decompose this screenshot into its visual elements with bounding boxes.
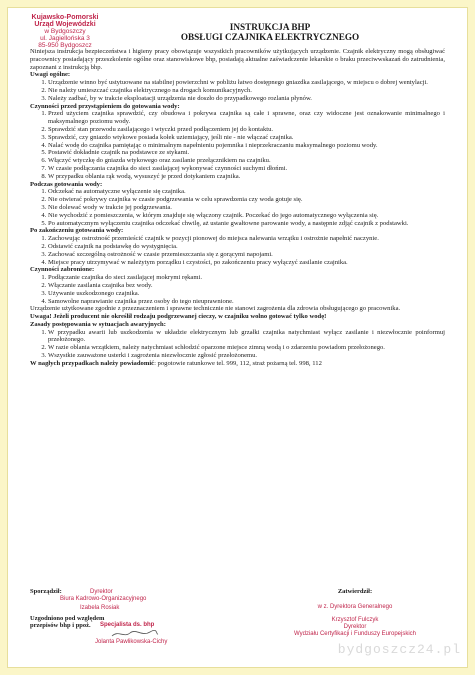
list-item: 1. Podłączanie czajnika do sieci zasilającej mokrymi rękami. — [48, 274, 445, 282]
list-item: 2. Odstawić czajnik na podstawkę do wystygnięcia. — [48, 243, 445, 251]
emergency-list — [30, 329, 445, 360]
left-stamp-line: Biura Kadrowo-Organizacyjnego — [60, 595, 147, 602]
list-item: 4. Nalać wodę do czajnika pamiętając o minimalnym napełnieniu pojemnika i nieprzekraczaniu maksymalnego poziomu wody. — [48, 142, 445, 150]
document-body — [30, 48, 445, 368]
list-item: 3. Zachować szczególną ostrożność w czasie przemieszczania się z gorącymi napojami. — [48, 251, 445, 259]
list-item: 1. Urządzenie winno być ustytuowane na stabilnej powierzchni w pobliżu łatwo dostępnego gniazdka zasilającego, w miejscu o dobrej wentylacji. — [48, 79, 445, 87]
list-item: 2. Nie otwierać pokrywy czajnika w czasie podgrzewania w celu sprawdzenia czy woda gotuje się. — [48, 196, 445, 204]
right-stamp-line: Dyrektor — [343, 623, 367, 630]
stamp-line: Kujawsko-Pomorski — [31, 14, 99, 21]
list-item: 3. Wszystkie zauważone usterki i zagrożenia niezwłocznie zgłosić przełożonemu. — [48, 352, 445, 360]
stamp-line: 85-950 Bydgoszcz — [38, 42, 92, 49]
list-item: 1. Zachowując ostrożność przemieścić czajnik w pozycji pionowej do miejsca nalewania wrzątku i ostrożnie napełnić naczynie. — [48, 235, 445, 243]
stamp-line: w Bydgoszczy — [44, 28, 86, 35]
section-heading: Zasady postępowania w sytuacjach awaryjnych: — [30, 320, 166, 328]
bhp-name: Jolanta Pawlikowska-Cichy — [95, 638, 168, 645]
list-item: 1. W przypadku awarii lub uszkodzenia w układzie elektrycznym lub grzałki czajnika natychmiast wyłącz zasilanie i niezwłocznie poinformuj przełożonego. — [48, 329, 445, 345]
left-signature-name: Izabela Rosiak — [80, 604, 120, 611]
section-heading: Czynności zabronione: — [30, 266, 95, 274]
section-heading: Po zakończeniu gotowania wody: — [30, 227, 124, 235]
list-item: 2. Włączanie zasilania czajnika bez wody. — [48, 282, 445, 290]
document-title — [95, 22, 445, 42]
handwritten-signature — [110, 629, 160, 639]
after-list — [30, 235, 445, 266]
list-item: 4. Samowolne naprawianie czajnika przez osoby do tego nieuprawnione. — [48, 298, 445, 306]
list-item: 4. Miejsce pracy utrzymywać w należytym porządku i czystości, po zakończeniu pracy wyłączyć zasilanie czajnika. — [48, 259, 445, 267]
right-stamp-line: Wydziału Certyfikacji i Funduszy Europejskich — [294, 630, 416, 637]
agreed-label-2: przepisów bhp i ppoż. — [30, 622, 91, 629]
general-list — [30, 79, 445, 102]
title-line-2: OBSŁUGI CZAJNIKA ELEKTRYCZNEGO — [180, 32, 360, 42]
title-line-1: INSTRUKCJA BHP — [229, 22, 311, 32]
list-item: 2. Nie należy umieszczać czajnika elektrycznego na drogach komunikacyjnych. — [48, 87, 445, 95]
list-item: 2. W razie oblania wrzątkiem, należy natychmiast schłodzić oparzone miejsce zimną wodą i o zdarzeniu powiadom przełożonego. — [48, 344, 445, 352]
section-heading: Uwagi ogólne: — [30, 71, 71, 79]
list-item: 6. Włączyć wtyczkę do gniazda wtykowego oraz zasilanie przełącznikiem na czajniku. — [48, 157, 445, 165]
list-item: 1. Odczekać na automatyczne wyłączenie się czajnika. — [48, 188, 445, 196]
list-item: 4. Nie wychodzić z pomieszczenia, w którym znajduje się włączony czajnik. Poczekać do jego automatycznego wyłączenia się. — [48, 212, 445, 220]
urgent-label: W nagłych przypadkach należy powiadomić — [30, 359, 155, 367]
list-item: 1. Przed użyciem czajnika sprawdzić, czy obudowa i pokrywa czajnika są całe i sprawne, oraz czy widoczne jest oznakowanie minimalnego i maksymalnego poziomu wody. — [48, 110, 445, 126]
warning-text: Jeżeli producent nie określił rodzaju podgrzewanej cieczy, w czajniku wolno gotować tylko wodę! — [51, 313, 327, 321]
list-item: 3. Należy zadbać, by w trakcie eksploatacji urządzenia nie doszło do przypadkowego rozlania płynów. — [48, 95, 445, 103]
signature-block-left — [30, 588, 230, 668]
left-stamp-line: Dyrektor — [90, 588, 113, 595]
list-item: 3. Nie dolewać wody w trakcie jej podgrzewania. — [48, 204, 445, 212]
during-list — [30, 188, 445, 227]
stamp-line: ul. Jagiellońska 3 — [40, 35, 90, 42]
section-heading: Czynności przed przystąpieniem do gotowania wody: — [30, 102, 180, 110]
list-item: 7. W czasie podłączania czajnika do sieci zasilającej wykonywać czynności suchymi dłońmi. — [48, 165, 445, 173]
intro-paragraph: Niniejsza instrukcja bezpieczeństwa i higieny pracy obowiązuje wszystkich pracowników użytkujących urządzenie. Czajnik elektryczny mogą obsługiwać pracownicy posiadający przeszkolenie ogólne oraz stanowiskowe bhp, posiadają aktualne zaświadczenie lekarskie o braku przeciwwskazań do zatrudnienia, zapoznani z instrukcją bhp. — [30, 48, 445, 71]
section-heading: Podczas gotowania wody: — [30, 180, 103, 188]
prepared-label: Sporządził: — [30, 588, 62, 595]
list-item: 5. Postawić dokładnie czajnik na podstawce ze stykami. — [48, 149, 445, 157]
list-item: 3. Używanie uszkodzonego czajnika. — [48, 290, 445, 298]
bhp-title: Specjalista ds. bhp — [100, 621, 155, 628]
urgent-text: : pogotowie ratunkowe tel. 999, 112, straż pożarną tel. 998, 112 — [154, 359, 322, 367]
stamp-line: Urząd Wojewódzki — [34, 21, 96, 28]
list-item: 2. Sprawdzić stan przewodu zasilającego i wtyczki przed podłączeniem jej do kontaktu. — [48, 126, 445, 134]
right-stamp-line: w z. Dyrektora Generalnego — [317, 603, 393, 610]
list-item: 8. W przypadku oblania rąk wodą, wysuszyć je przed dotykaniem czajnika. — [48, 173, 445, 181]
before-list — [30, 110, 445, 180]
forbidden-list — [30, 274, 445, 305]
approved-label: Zatwierdził: — [337, 588, 373, 595]
list-item: 5. Po automatycznym wyłączeniu czajnika odczekać chwilę, aż ustanie gwałtowne parowanie wody, a następnie zdjąć czajnik z podstawki. — [48, 220, 445, 228]
site-watermark: bydgoszcz24.pl — [337, 642, 461, 657]
warning-note — [30, 313, 445, 321]
emergency-contacts — [30, 360, 445, 368]
safety-note: Urządzenie użytkowane zgodnie z przeznaczeniem i sprawne technicznie nie stanowi zagrożenia dla zdrowia obsługującego go pracownika. — [30, 305, 401, 313]
warning-label: Uwaga! — [30, 313, 52, 321]
agreed-label: Uzgodniono pod względem — [30, 614, 105, 622]
right-stamp-line: Krzysztof Fulczyk — [331, 616, 379, 623]
list-item: 3. Sprawdzić, czy gniazdo wtykowe posiada kołek uziemiający, jeśli nie - nie włączać czajnika. — [48, 134, 445, 142]
